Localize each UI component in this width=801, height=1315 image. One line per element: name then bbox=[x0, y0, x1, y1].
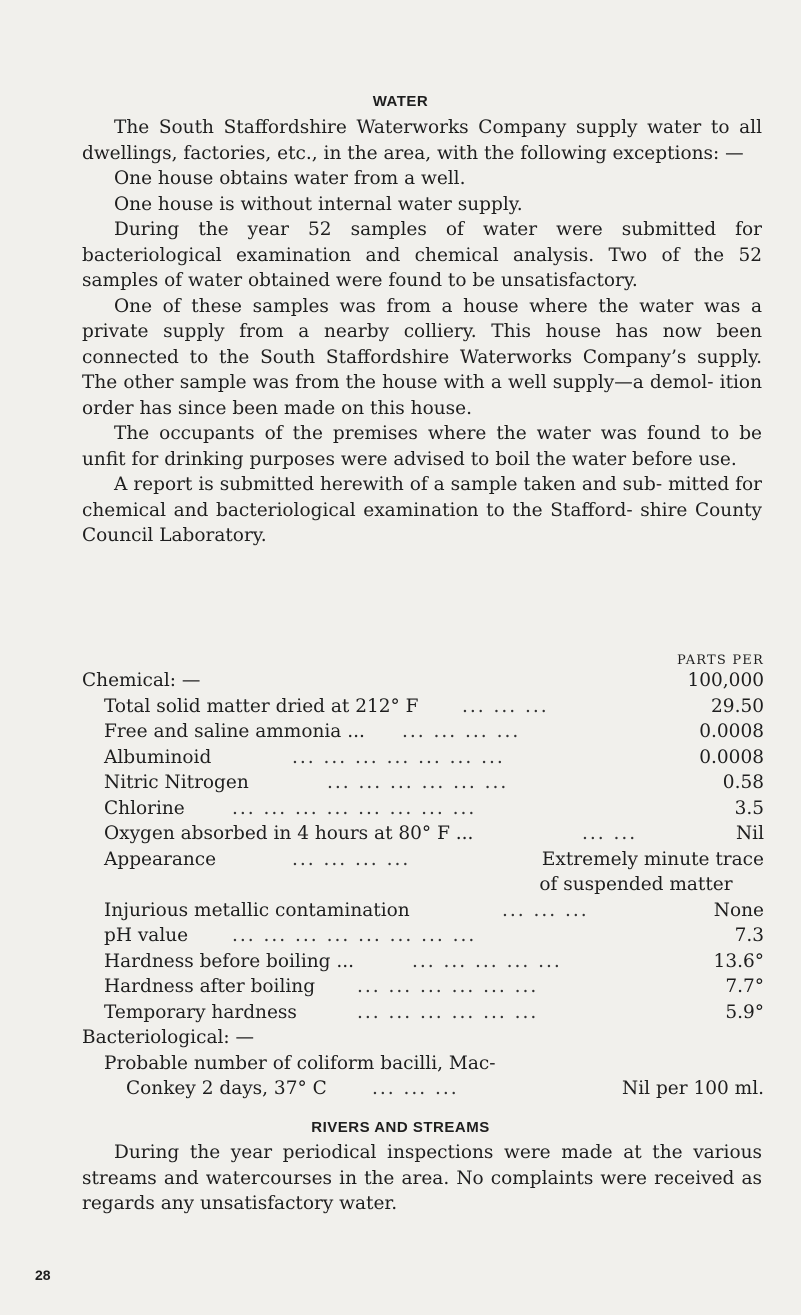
paragraph-colliery: One of these samples was from a house where the water was a private supply from a nearby colliery. This house has now been connected to the South Staffordshire Waterworks Company’s supply. The other sample was from the house with a well supply—a demol- ition order has since been made on this house. bbox=[82, 295, 762, 419]
rivers-section bbox=[82, 1140, 762, 1217]
table-row: Chlorine ... ... ... ... ... ... ... ... 3.5 bbox=[104, 797, 764, 819]
paragraph-rivers: During the year periodical inspections were made at the various streams and watercourses in the area. No complaints were received as regards any unsatisfactory water. bbox=[82, 1142, 762, 1214]
table-row: Injurious metallic contamination ... ... ... None bbox=[104, 899, 764, 921]
appearance-continuation: of suspended matter bbox=[539, 874, 733, 895]
table-row: Free and saline ammonia ... ... ... ... ... 0.0008 bbox=[104, 721, 764, 742]
table-row: Hardness before boiling ... ... ... ... ... ... 13.6° bbox=[104, 950, 764, 972]
table-row bbox=[82, 872, 764, 898]
paragraph-samples: During the year 52 samples of water were submitted for bacteriological examination and chemical analysis. Two of the 52 samples of water obtained were found to be unsatisfactory. bbox=[82, 219, 762, 291]
chemical-label: Chemical: — bbox=[82, 670, 201, 691]
table-row: Nitric Nitrogen ... ... ... ... ... ... 0.58 bbox=[104, 772, 764, 793]
water-intro bbox=[82, 115, 762, 549]
units-value: 100,000 bbox=[687, 670, 764, 691]
table-row: Albuminoid ... ... ... ... ... ... ... 0.0008 bbox=[104, 746, 764, 768]
paragraph-report: A report is submitted herewith of a sample taken and sub- mitted for chemical and bacteriological examination to the Stafford- shire County Council Laboratory. bbox=[82, 474, 762, 546]
units-header: PARTS PER bbox=[676, 653, 764, 668]
rivers-heading: RIVERS AND STREAMS bbox=[311, 1119, 490, 1136]
table-row: Probable number of coliform bacilli, Mac- bbox=[104, 1052, 496, 1074]
table-row: Temporary hardness ... ... ... ... ... ... 5.9° bbox=[104, 1001, 764, 1023]
paragraph-supply: The South Staffordshire Waterworks Company supply water to all dwellings, factories, etc., in the area, with the following exceptions: — bbox=[82, 117, 762, 164]
paragraph-occupants: The occupants of the premises where the water was found to be unfit for drinking purposes were advised to boil the water before use. bbox=[82, 423, 762, 470]
paragraph-no-supply: One house is without internal water supply. bbox=[114, 193, 523, 215]
table-row: Hardness after boiling ... ... ... ... ... ... 7.7° bbox=[104, 976, 764, 997]
table-row: Oxygen absorbed in 4 hours at 80° F ... ... ... Nil bbox=[104, 823, 764, 844]
bacteriological-row: Bacteriological: — bbox=[82, 1027, 255, 1048]
paragraph-well: One house obtains water from a well. bbox=[114, 168, 466, 189]
analysis-table bbox=[82, 648, 764, 1102]
table-row: Appearance ... ... ... ... Extremely minute trace bbox=[104, 848, 764, 870]
table-row: Total solid matter dried at 212° F ... ... ... 29.50 bbox=[104, 695, 764, 717]
table-row: Conkey 2 days, 37° C ... ... ... Nil per 100 ml. bbox=[126, 1078, 764, 1099]
page-number: 28 bbox=[35, 1267, 51, 1283]
water-heading: WATER bbox=[372, 93, 429, 110]
table-row: pH value ... ... ... ... ... ... ... ... 7.3 bbox=[104, 925, 764, 946]
